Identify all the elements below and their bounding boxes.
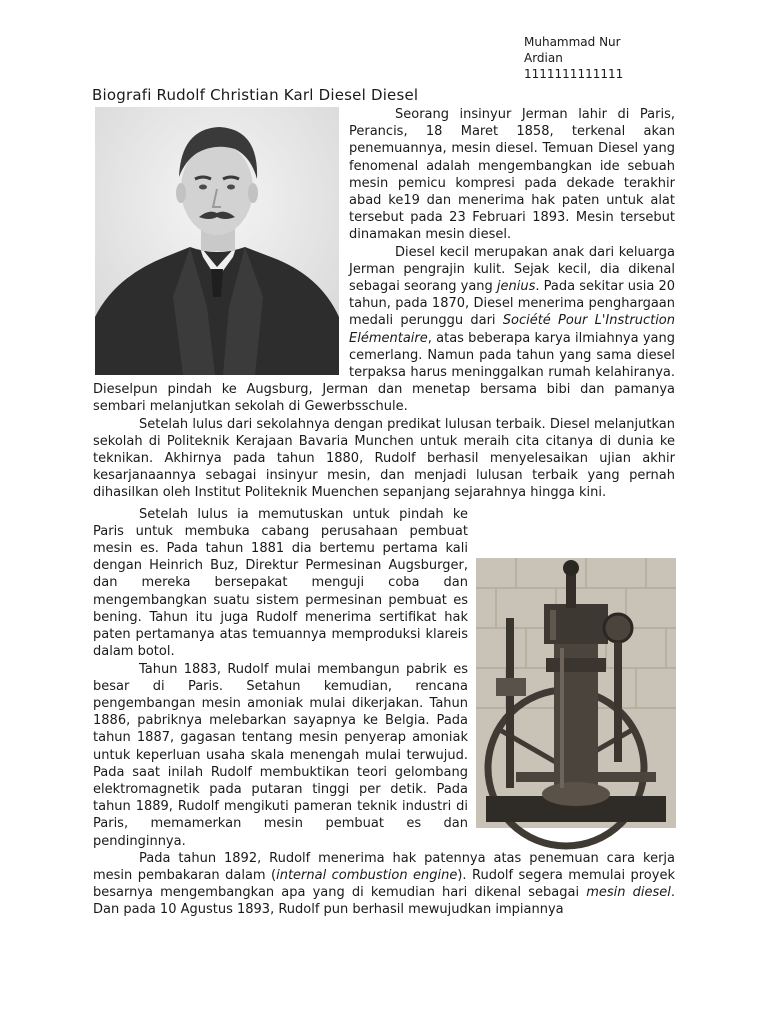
- rudolf-diesel-portrait: [95, 107, 339, 375]
- author-name-line2: Ardian: [524, 51, 563, 65]
- paragraph-6-emphasis-mesin-diesel: mesin diesel: [586, 885, 671, 901]
- paragraph-6-text-b: ). Rudolf segera memulai proyek besarnya mengembangkan apa yang di kemudian hari dikenal sebagai: [93, 867, 675, 901]
- paragraph-3: Setelah lulus dari sekolahnya dengan predikat lulusan terbaik. Diesel melanjutkan sekolah di Politeknik Kerajaan Bavaria Munchen untuk meraih cita citanya di dunia ke teknikan. Akhirnya pada tahun 1880, Rudolf berhasil menyelesaikan ujian akhir kesarjanaannya sebagai insinyur mesin, dan menjadi lulusan terbaik yang pernah dihasilkan oleh Institut Politeknik Muenchen sepanjang sejarahnya hingga kini.: [93, 416, 675, 501]
- paragraph-2-text-a: Diesel kecil merupakan anak dari keluarga Jerman pengrajin kulit. Sejak kecil, dia dikenal sebagai seorang yang: [349, 244, 675, 295]
- paragraph-2-emphasis-societe: Société Pour L'Instruction Elémentaire: [349, 313, 676, 346]
- paragraph-6-text-c: . Dan pada 10 Agustus 1893, Rudolf pun berhasil mewujudkan impiannya: [93, 885, 675, 918]
- author-name-line1: Muhammad Nur: [524, 35, 621, 49]
- author-id-number: 1111111111111: [524, 67, 624, 81]
- paragraph-6-text-a: Pada tahun 1892, Rudolf menerima hak patennya atas penemuan cara kerja mesin pembakaran dalam (: [93, 850, 675, 883]
- paragraph-6-emphasis-engine: internal combustion engine: [276, 867, 458, 883]
- paragraph-6: [93, 850, 675, 919]
- paragraph-2-emphasis-jenius: jenius: [496, 279, 536, 295]
- document-title: Biografi Rudolf Christian Karl Diesel Diesel: [92, 86, 419, 104]
- diesel-engine-photo: [476, 558, 676, 828]
- document-body: [93, 106, 675, 919]
- paragraph-2-text-c: , atas beberapa karya ilmiahnya yang cemerlang. Namun pada tahun yang sama diesel terpaksa harus meninggalkan rumah kelahiranya. Dieselpun pindah ke Augsburg, Jerman dan menetap bersama bibi dan pamanya sembari melanjutkan sekolah di Gewerbsschule.: [93, 330, 675, 415]
- paragraph-5: Tahun 1883, Rudolf mulai membangun pabrik es besar di Paris. Setahun kemudian, rencana pengembangan mesin amoniak mulai dikerjakan. Tahun 1886, pabriknya melebarkan sayapnya ke Belgia. Pada tahun 1887, gagasan tentang mesin penyerap amoniak untuk keperluan usaha skala menengah mulai terwujud. Pada saat inilah Rudolf membuktikan teori gelombang elektromagnetik pada putaran tinggi per detik. Pada tahun 1889, Rudolf mengikuti pameran teknik industri di Paris, memamerkan mesin pembuat es dan pendinginnya.: [93, 661, 468, 849]
- paragraph-4: Setelah lulus ia memutuskan untuk pindah ke Paris untuk membuka cabang perusahaan pembuat mesin es. Pada tahun 1881 dia bertemu pertama kali dengan Heinrich Buz, Direktur Permesinan Augsburger, dan mereka bersepakat menguji coba dan mengembangkan suatu sistem permesinan pembuat es bening. Tahun itu juga Rudolf menerima sertifikat hak paten pertamanya atas temuannya memproduksi klareis dalam botol.: [93, 506, 468, 660]
- paragraph-1: Seorang insinyur Jerman lahir di Paris, Perancis, 18 Maret 1858, terkenal akan penemuannya, mesin diesel. Temuan Diesel yang fenomenal adalah mengembangkan ide sebuah mesin pemicu kompresi pada dekade terakhir abad ke19 dan menerima hak paten untuk alat tersebut pada 23 Februari 1893. Mesin tersebut dinamakan mesin diesel.: [349, 107, 675, 243]
- paragraph-2-text-b: . Pada sekitar usia 20 tahun, pada 1870, Diesel menerima penghargaan medali perunggu dari: [349, 279, 675, 329]
- author-block: [524, 34, 654, 81]
